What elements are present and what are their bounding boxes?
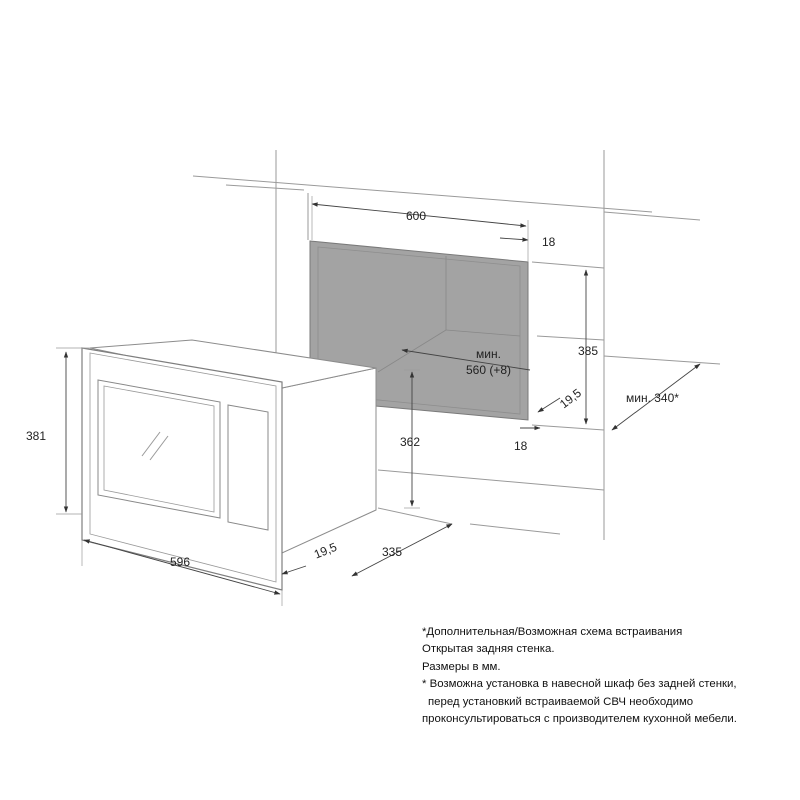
note-line: Размеры в мм.: [422, 660, 501, 673]
note-line: Открытая задняя стенка.: [422, 643, 555, 656]
label-front-height: 381: [26, 429, 47, 443]
label-front-width: 596: [170, 555, 191, 569]
dim-line-19-5-frame: [282, 566, 306, 574]
installation-notes: [422, 624, 792, 728]
label-body-depth: 335: [382, 545, 403, 559]
label-niche-bottom-gap: 18: [514, 439, 528, 453]
label-body-height: 362: [400, 435, 421, 449]
label-wall-cabinet-depth: мин. 340*: [626, 391, 679, 405]
label-front-frame-depth: 19,5: [311, 539, 339, 562]
microwave-window-inner: [104, 386, 214, 512]
label-niche-depth-min: мин.: [476, 347, 501, 361]
label-niche-depth-value: 560 (+8): [466, 363, 512, 377]
label-niche-height: 385: [578, 344, 599, 358]
microwave-body-side: [282, 368, 376, 553]
note-line: * Возможна установка в навесной шкаф без задней стенки,: [422, 678, 737, 691]
note-line: *Дополнительная/Возможная схема встраивания: [422, 626, 683, 638]
label-niche-width: 600: [406, 209, 427, 223]
dim-line-18-top: [500, 238, 528, 240]
note-line: перед установкий встраиваемой СВЧ необходимо: [428, 695, 694, 708]
label-niche-side-gap: 18: [542, 235, 556, 249]
note-line: проконсультироваться с производителем кухонной мебели.: [422, 713, 737, 726]
label-niche-front-gap: 19,5: [556, 385, 584, 412]
microwave-control-panel: [228, 405, 268, 530]
